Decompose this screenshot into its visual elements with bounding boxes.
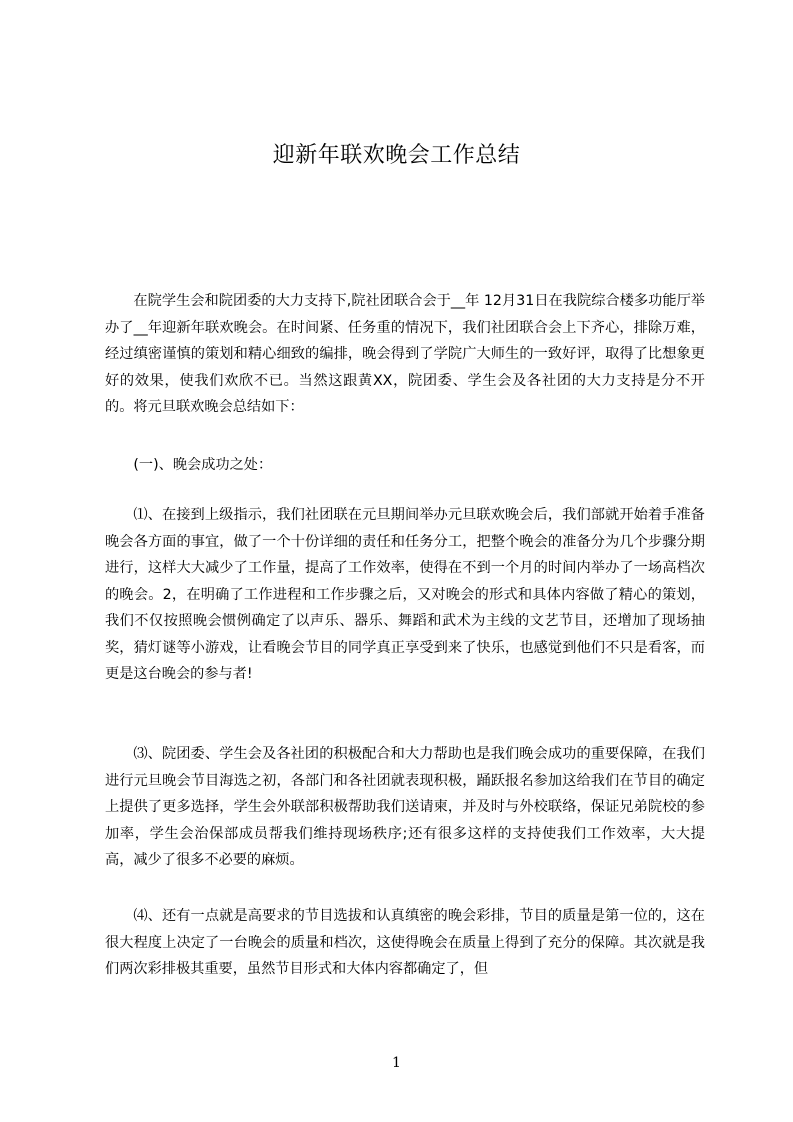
page-number: 1 <box>392 1055 401 1071</box>
paragraph-point-1: ⑴、在接到上级指示，我们社团联在元旦期间举办元旦联欢晚会后，我们部就开始着手准备晚会各方面的事宜，做了一个十份详细的责任和任务分工，把整个晚会的准备分为几个步骤分期进行，这样大大减少了工作量，提高了工作效率，使得在不到一个月的时间内举办了一场高档次的晚会。2，在明确了工作进程和工作步骤之后，又对晚会的形式和具体内容做了精心的策划，我们不仅按照晚会惯例确定了以声乐、器乐、舞蹈和武术为主线的文艺节目，还增加了现场抽奖，猜灯谜等小游戏，让看晚会节目的同学真正享受到来了快乐，也感觉到他们不只是看客，而更是这台晚会的参与者! <box>105 507 705 682</box>
section-heading-success: (一)、晚会成功之处： <box>133 457 273 473</box>
paragraph-intro: 在院学生会和院团委的大力支持下,院社团联合会于__年 12月31日在我院综合楼多功能厅举办了__年迎新年联欢晚会。在时间紧、任务重的情况下，我们社团联合会上下齐心，排除万难，经过缜密谨慎的策划和精心细致的编排，晚会得到了学院广大师生的一致好评，取得了比想象更好的效果，使我们欢欣不已。当然这跟黄XX，院团委、学生会及各社团的大力支持是分不开的。将元旦联欢晚会总结如下： <box>105 293 705 415</box>
paragraph-point-3: ⑶、院团委、学生会及各社团的积极配合和大力帮助也是我们晚会成功的重要保障，在我们进行元旦晚会节目海选之初，各部门和各社团就表现积极，踊跃报名参加这给我们在节目的确定上提供了更多选择，学生会外联部积极帮助我们送请柬，并及时与外校联络，保证兄弟院校的参加率，学生会治保部成员帮我们维持现场秩序;还有很多这样的支持使我们工作效率，大大提高，减少了很多不必要的麻烦。 <box>105 746 705 868</box>
document-title: 迎新年联欢晚会工作总结 <box>272 143 521 168</box>
paragraph-point-4: ⑷、还有一点就是高要求的节目选拔和认真缜密的晚会彩排，节目的质量是第一位的，这在很大程度上决定了一台晚会的质量和档次，这使得晚会在质量上得到了充分的保障。其次就是我们两次彩排极其重要，虽然节目形式和大体内容都确定了，但 <box>105 908 705 977</box>
